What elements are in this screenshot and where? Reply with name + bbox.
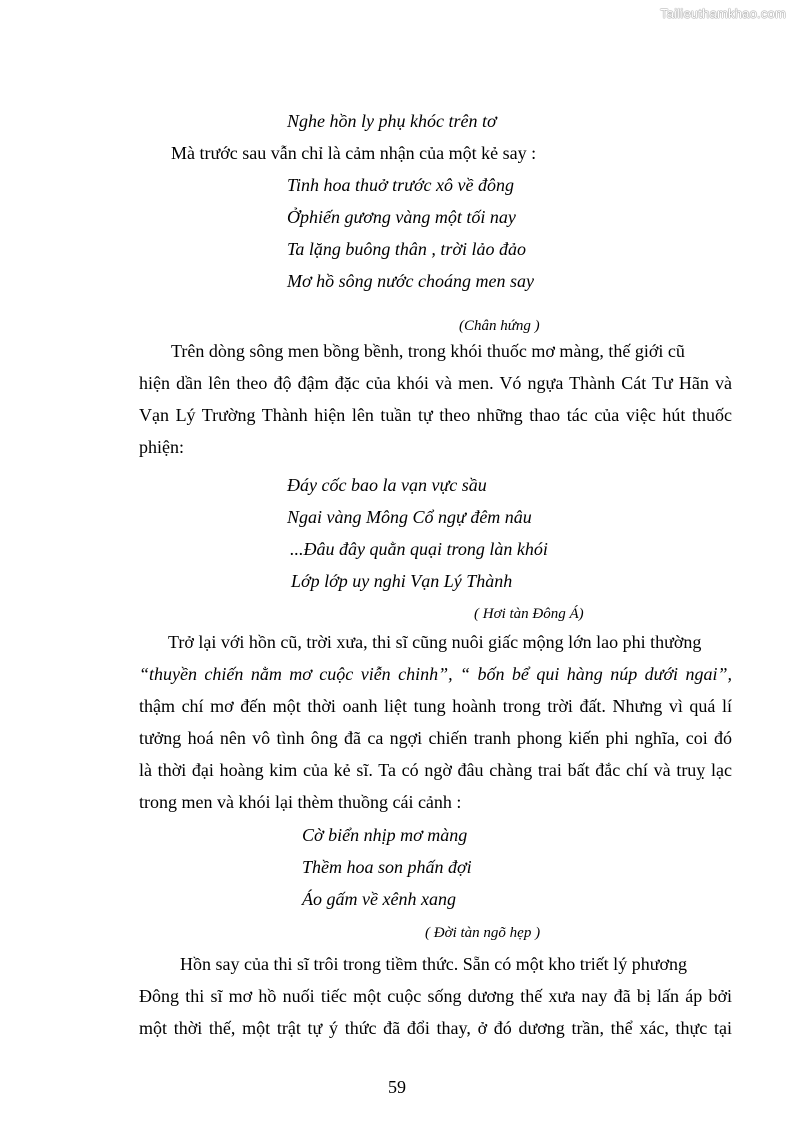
paragraph-line: tưởng hoá nên vô tình ông đã ca ngợi chiến tranh phong kiến phi nghĩa, coi đó bbox=[139, 728, 732, 748]
paragraph-line: là thời đại hoàng kim của kẻ sĩ. Ta có ngờ đâu chàng trai bất đắc chí và truỵ lạc bbox=[139, 760, 732, 780]
paragraph-line: Đông thi sĩ mơ hồ nuối tiếc một cuộc sống dương thế xưa nay đã bị lấn áp bởi bbox=[139, 986, 732, 1006]
verse-line: Đáy cốc bao la vạn vực sầu bbox=[287, 475, 487, 495]
paragraph-first-line: Trở lại với hồn cũ, trời xưa, thi sĩ cũng nuôi giấc mộng lớn lao phi thường bbox=[168, 632, 702, 652]
paragraph-first-line: Hồn say của thi sĩ trôi trong tiềm thức. Sẵn có một kho triết lý phương bbox=[180, 954, 687, 974]
verse-line: Ta lặng buông thân , trời lảo đảo bbox=[287, 239, 526, 259]
poem-source: ( Đời tàn ngõ hẹp ) bbox=[425, 925, 541, 941]
paragraph-line: trong men và khói lại thèm thuồng cái cảnh : bbox=[139, 792, 462, 812]
paragraph-line: thậm chí mơ đến một thời oanh liệt tung hoành trong trời đất. Nhưng vì quá lí bbox=[139, 696, 732, 716]
verse-line: Ởphiến gương vàng một tối nay bbox=[287, 207, 516, 227]
watermark: Tailieuthamkhao.com bbox=[660, 6, 786, 21]
verse-line: Thềm hoa son phấn đợi bbox=[302, 857, 472, 877]
verse-line: Ngai vàng Mông Cổ ngự đêm nâu bbox=[287, 507, 532, 527]
poem-source: ( Hơi tàn Đông Á) bbox=[474, 606, 584, 622]
verse-line: Tinh hoa thuở trước xô về đông bbox=[287, 175, 515, 195]
paragraph-line: Vạn Lý Trường Thành hiện lên tuần tự theo những thao tác của việc hút thuốc bbox=[139, 405, 732, 425]
body-line: Mà trước sau vẫn chỉ là cảm nhận của một kẻ say : bbox=[171, 143, 537, 163]
verse-line: Lớp lớp uy nghi Vạn Lý Thành bbox=[291, 571, 513, 591]
paragraph-line: một thời thế, một trật tự ý thức đã đổi thay, ở đó dương trần, thể xác, thực tại bbox=[139, 1018, 732, 1038]
verse-line: Áo gấm về xênh xang bbox=[302, 889, 456, 909]
paragraph-line: hiện dần lên theo độ đậm đặc của khói và men. Vó ngựa Thành Cát Tư Hãn và bbox=[139, 373, 732, 393]
paragraph-first-line: Trên dòng sông men bồng bềnh, trong khói thuốc mơ màng, thế giới cũ bbox=[171, 341, 685, 361]
verse-line: Mơ hồ sông nước choáng men say bbox=[287, 271, 534, 291]
paragraph-line: phiện: bbox=[139, 437, 184, 457]
page-number: 59 bbox=[388, 1077, 406, 1097]
verse-line: Nghe hồn ly phụ khóc trên tơ bbox=[287, 111, 497, 131]
verse-line: Cờ biển nhịp mơ màng bbox=[302, 825, 468, 845]
paragraph-line: “thuyền chiến nằm mơ cuộc viễn chinh”, “ bốn bể qui hàng núp dưới ngai”, bbox=[139, 664, 732, 684]
verse-line: ...Đâu đây quằn quại trong làn khói bbox=[290, 539, 548, 559]
poem-source: (Chân hứng ) bbox=[459, 318, 540, 334]
